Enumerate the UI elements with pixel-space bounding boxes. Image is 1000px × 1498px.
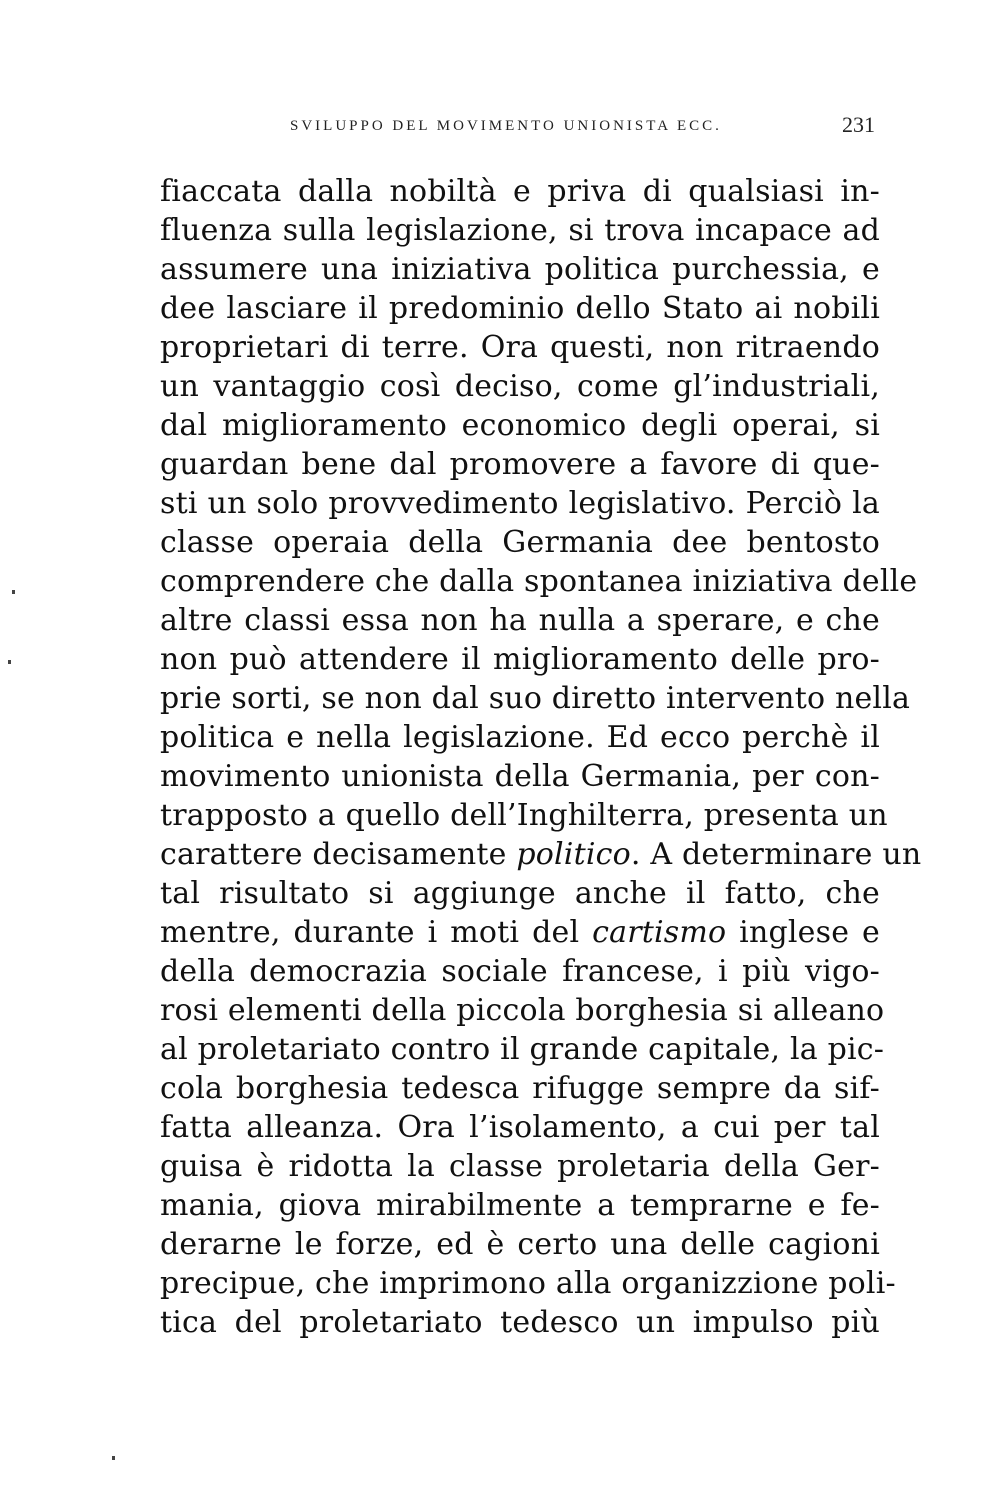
text-line: dee lasciare il predominio dello Stato ai nobili (160, 291, 880, 326)
text-line: non può attendere il miglioramento delle pro- (160, 642, 880, 677)
body-text (160, 172, 922, 1342)
scan-speck (8, 660, 11, 664)
text-line: sti un solo provvedimento legislativo. Perciò la (160, 486, 880, 521)
text-line: al proletariato contro il grande capitale, la pic- (160, 1032, 885, 1067)
page-number: 231 (842, 112, 875, 137)
running-title: SVILUPPO DEL MOVIMENTO UNIONISTA ECC. (290, 118, 722, 134)
text-line: altre classi essa non ha nulla a sperare, e che (160, 603, 880, 638)
scan-speck (12, 590, 15, 594)
text-line: tica del proletariato tedesco un impulso più (160, 1305, 880, 1340)
text-line: proprietari di terre. Ora questi, non ritraendo (160, 330, 880, 365)
text-line: fatta alleanza. Ora l’isolamento, a cui per tal (160, 1110, 880, 1145)
text-line: della democrazia sociale francese, i più vigo- (160, 954, 880, 989)
text-line: derarne le forze, ed è certo una delle cagioni (160, 1227, 880, 1262)
text-line: tal risultato si aggiunge anche il fatto, che (160, 876, 880, 911)
text-line: carattere decisamente politico. A determinare un (160, 837, 922, 872)
text-line: un vantaggio così deciso, come gl’industriali, (160, 369, 880, 404)
text-line: comprendere che dalla spontanea iniziativa delle (160, 564, 918, 599)
text-line: politica e nella legislazione. Ed ecco perchè il (160, 720, 880, 755)
text-line: cola borghesia tedesca rifugge sempre da sif- (160, 1071, 880, 1106)
text-line: mania, giova mirabilmente a temprarne e fe- (160, 1188, 880, 1223)
text-line: guisa è ridotta la classe proletaria della Ger- (160, 1149, 880, 1184)
text-line: precipue, che imprimono alla organizzione poli- (160, 1266, 896, 1301)
text-line: fiaccata dalla nobiltà e priva di qualsiasi in- (160, 174, 880, 209)
text-line: assumere una iniziativa politica purchessia, e (160, 252, 880, 287)
text-line: guardan bene dal promovere a favore di que- (160, 447, 880, 482)
text-line: movimento unionista della Germania, per con- (160, 759, 880, 794)
text-line: prie sorti, se non dal suo diretto intervento nella (160, 681, 911, 716)
text-line: trapposto a quello dell’Inghilterra, presenta un (160, 798, 888, 833)
scan-speck (112, 1456, 115, 1460)
text-line: dal miglioramento economico degli operai, si (160, 408, 880, 443)
text-line: rosi elementi della piccola borghesia si alleano (160, 993, 885, 1028)
text-line: classe operaia della Germania dee bentosto (160, 525, 880, 560)
text-line: fluenza sulla legislazione, si trova incapace ad (160, 213, 880, 248)
text-line: mentre, durante i moti del cartismo inglese e (160, 915, 880, 950)
